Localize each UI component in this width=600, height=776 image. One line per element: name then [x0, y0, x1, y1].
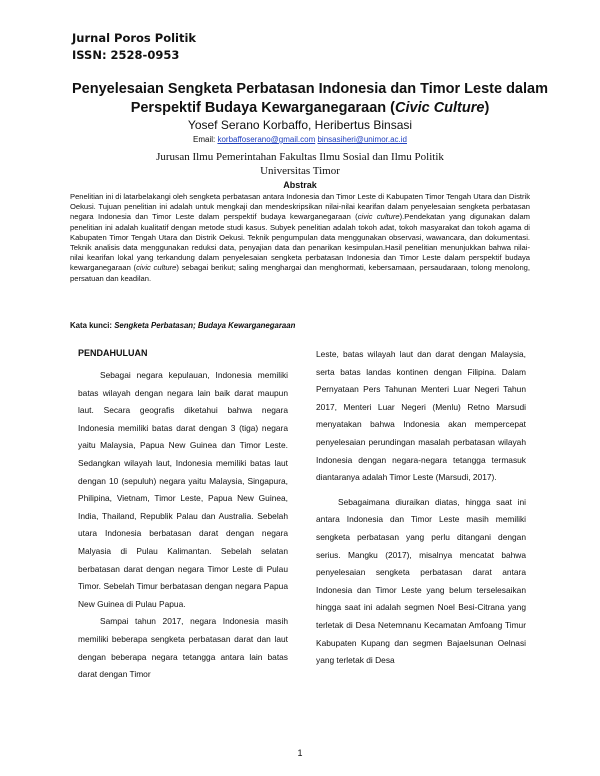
affiliation-univ: Universitas Timor — [260, 165, 340, 177]
email-link-1[interactable]: korbaffoserano@gmail.com — [217, 135, 316, 144]
keywords — [70, 321, 295, 330]
abstract-body — [70, 192, 530, 284]
journal-issn: ISSN: 2528-0953 — [72, 48, 180, 62]
abstract-italic-1: civic culture — [357, 212, 400, 222]
email-label: Email: — [193, 135, 218, 144]
left-paragraph-1: Sebagai negara kepulauan, Indonesia memiliki batas wilayah dengan negara lain baik darat maupun laut. Secara geografis diketahui bahwa negara Indonesia memiliki batas darat dengan 3 (tiga) negara yaitu Malaysia, Papua New Guinea dan Timor Leste. Sedangkan wilayah laut, Indonesia memiliki batas laut dengan 10 (sepuluh) negara yaitu Malaysia, Singapura, Philipina, Vietnam, Timor Leste, Papua New Guinea, India, Thailand, Republik Palau dan Australia. Sebelah utara Indonesia berbatasan darat dengan negara Malyasia di Pulau Kalimantan. Sebelah selatan berbatasan darat dengan negara Timor Leste di Pulau Timor. Sebelah Timur berbatasan dengan negara Papua New Guinea di Pulau Papua. — [78, 370, 288, 609]
right-paragraph-2: Sebagaimana diuraikan diatas, hingga saat ini antara Indonesia dan Timor Leste masih memiliki sengketa perbatasan yang perlu ditangani dengan serius. Mangku (2017), misalnya mencatat bahwa penyelesaian sengketa perbatasan darat antara Indonesia dan Timor Leste yang belum terselesaikan hingga saat ini adalah segmen Noel Besi-Citrana yang terletak di Desa Netemnanu Kecamatan Amfoang Timur Kabupaten Kupang dan segmen Bajaelsunan Oelnasi yang terletak di Desa — [316, 496, 526, 666]
section-heading: PENDAHULUAN — [78, 348, 148, 358]
left-column — [78, 346, 288, 684]
email-link-2[interactable]: binsasiheri@unimor.ac.id — [317, 135, 407, 144]
keywords-label: Kata kunci: — [70, 321, 115, 330]
journal-name: Jurnal Poros Politik — [72, 31, 197, 45]
title-text: Penyelesaian Sengketa Perbatasan Indonesia dan Timor Leste dalam Perspektif Budaya Kewarganegaraan ( — [71, 81, 548, 116]
page-number: 1 — [297, 748, 303, 758]
keywords-value: Sengketa Perbatasan; Budaya Kewarganegaraan — [114, 321, 296, 330]
abstract-text-2: ).Pendekatan yang digunakan dalam penelitian ini adalah kualitatif dengan metode studi kasus. Subyek penelitian adalah tokoh adat, tokoh masyarakat dan tokoh agama di Kabupaten Timor Tengah Utara dan Distrik Oekusi. Teknik pengumpulan data menggunakan observasi, wawancara, dan dokumentasi. Teknik analisis data menggunakan reduksi data, penyajian data dan penarikan kesimpulan.Hasil penelitian menunjukkan bahwa nilai-nilai kearifan lokal yang terkandung dalam penyelesaian sengketa perbatasan Indonesia dan Timor Leste dalam perspektif budaya kewarganegaraan ( — [70, 212, 531, 273]
journal-header — [72, 30, 196, 64]
email-line — [0, 135, 600, 144]
title-end: ) — [484, 100, 490, 116]
paper-title — [60, 80, 560, 118]
left-paragraph-2: Sampai tahun 2017, negara Indonesia masih memiliki beberapa sengketa perbatasan darat dan laut dengan beberapa negara tetangga antara lain batas darat dengan Timor — [78, 616, 288, 680]
abstract-italic-2: civic culture — [136, 263, 177, 273]
right-column — [316, 346, 526, 670]
affiliation — [0, 150, 600, 178]
right-paragraph-1: Leste, batas wilayah laut dan darat dengan Malaysia, serta batas landas kontinen dengan Filipina. Dalam Pernyataan Pers Tahunan Menteri Luar Negeri Tahun 2017, Menteri Luar Negeri (Menlu) Retno Marsudi menyatakan bahwa Indonesia akan mempercepat penyelesaian perundingan masalah perbatasan wilayah Indonesia dengan negara-negara tetangga termasuk diantaranya adalah Timor Leste (Marsudi, 2017). — [316, 349, 526, 483]
authors: Yosef Serano Korbaffo, Heribertus Binsasi — [187, 118, 413, 132]
abstract-text-3: ) sebagai berikut; saling menghargai dan menghormati, kebersamaan, persaudaraan, tolong menolong, persatuan dan keadilan. — [70, 263, 531, 283]
abstract-heading: Abstrak — [283, 180, 317, 190]
title-italic: Civic Culture — [395, 100, 485, 116]
abstract-text-1: Penelitian ini di latarbelakangi oleh sengketa perbatasan antara Indonesia dan Timor Leste di Kabupaten Timor Tengah Utara dan Distrik Oekusi. Tujuan penelitian ini adalah untuk mengkaji dan mendeskripsikan nilai-nilai kearifan dalam penyelesaian sengketa perbatasan negara Indonesia dan Timor Leste dalam perspektif budaya kewarganegaraan ( — [70, 192, 530, 222]
affiliation-dept: Jurusan Ilmu Pemerintahan Fakultas Ilmu Sosial dan Ilmu Politik — [156, 151, 444, 163]
